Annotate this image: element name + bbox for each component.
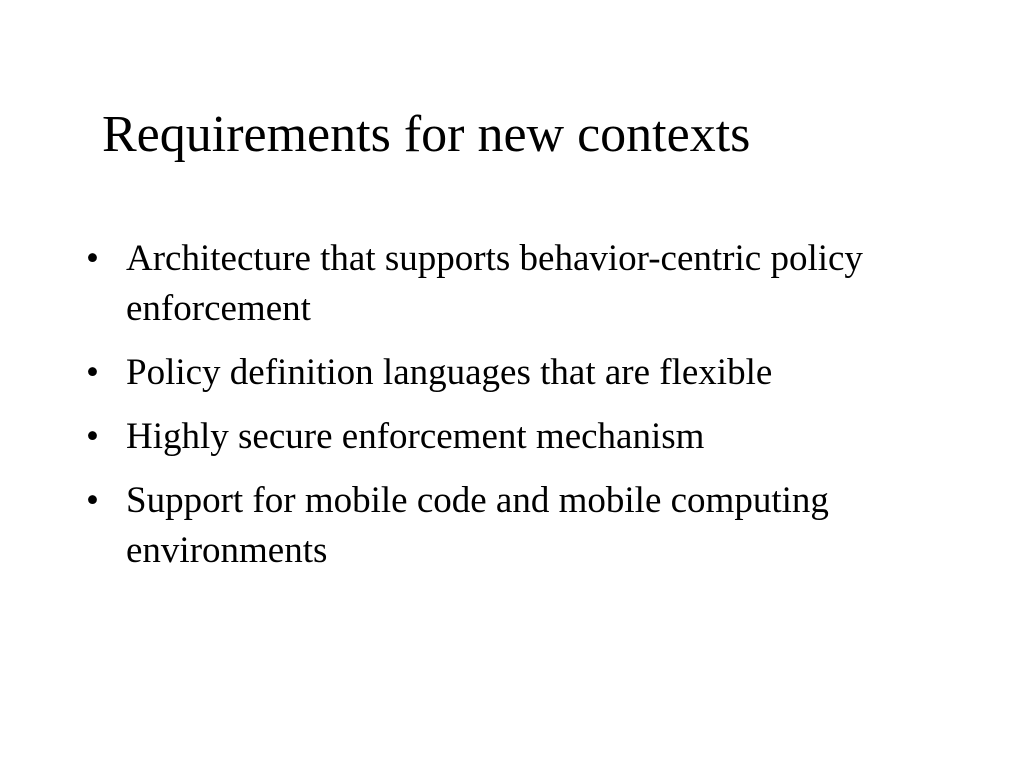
bullet-icon: • xyxy=(86,416,99,457)
bullet-list xyxy=(86,234,966,590)
bullet-icon: • xyxy=(86,352,99,393)
bullet-text: Policy definition languages that are flexible xyxy=(126,352,773,393)
slide-title: Requirements for new contexts xyxy=(102,106,751,163)
bullet-item xyxy=(86,348,966,398)
bullet-item xyxy=(86,476,966,576)
bullet-icon: • xyxy=(86,480,99,521)
bullet-text: Support for mobile code and mobile computing environments xyxy=(126,480,829,571)
bullet-text: Architecture that supports behavior-centric policy enforcement xyxy=(126,238,863,329)
bullet-icon: • xyxy=(86,238,99,279)
bullet-item xyxy=(86,412,966,462)
bullet-text: Highly secure enforcement mechanism xyxy=(126,416,705,457)
bullet-item xyxy=(86,234,966,334)
